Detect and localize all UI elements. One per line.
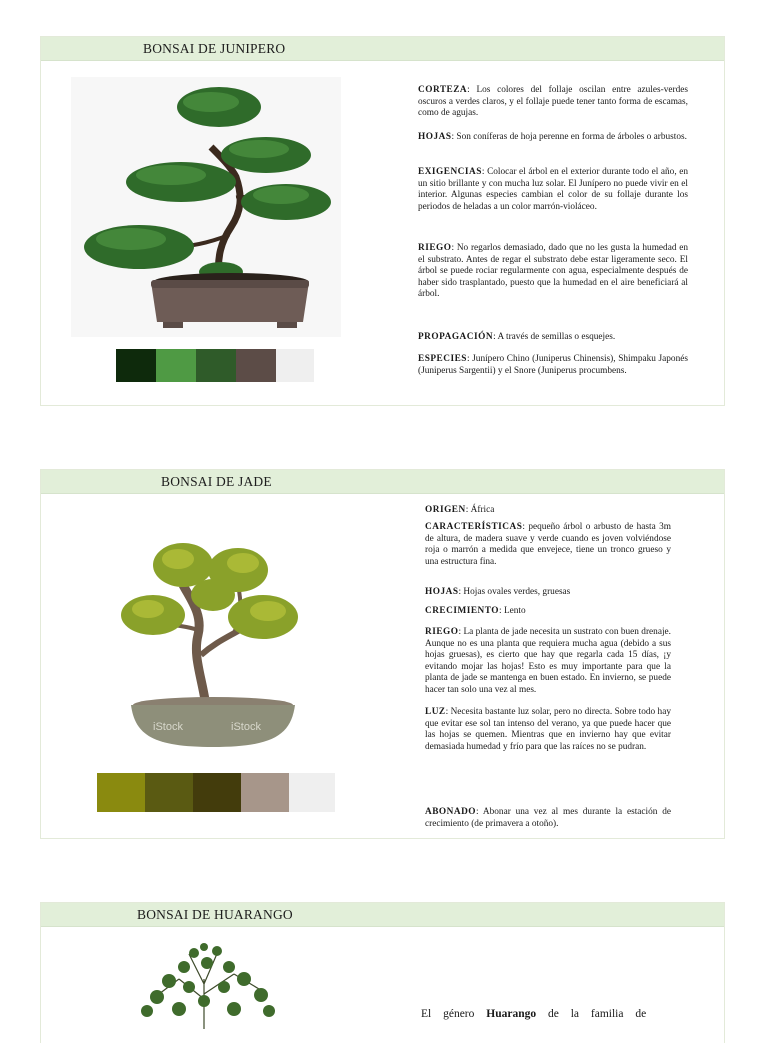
card-header [41,903,724,927]
card-header [41,37,724,61]
card-title: BONSAI DE JADE [161,474,272,489]
palette-swatch [241,773,289,812]
section-hojas: HOJAS: Hojas ovales verdes, gruesas [425,587,571,597]
huarango-bonsai-image [119,939,289,1029]
card-junipero [40,36,725,406]
section-luz: LUZ: Necesita bastante luz solar, pero no directa. Sobre todo hay que evitar ese sol tan intenso del verano, ya que puede hacer que las hojas se quemen. Mientras que en invierno hay que evitar demasiada humedad y frío para que las raíces no se pudran. [425,707,671,752]
section-hojas: HOJAS: Son coníferas de hoja perenne en forma de árboles o arbustos. [418,132,687,142]
card-huarango [40,902,725,1043]
card-title: BONSAI DE JUNIPERO [143,41,286,56]
juniper-bonsai-image [71,77,341,337]
section-especies: ESPECIES: Junípero Chino (Juniperus Chinensis), Shimpaku Japonés (Juniperus Sargentii) y el Snore (Juniperus procumbens. [418,354,688,376]
section-exigencias: EXIGENCIAS: Colocar el árbol en el exterior durante todo el año, en un sitio brillante y con mucha luz solar. El Junípero no puede vivir en el interior. Algunas especies cambian el color de su follaje durante los periodos de heladas a un color marrón-violáceo. [418,167,688,212]
palette-swatch [145,773,193,812]
palette-swatch [196,349,236,382]
color-palette [116,349,314,382]
section-corteza: CORTEZA: Los colores del follaje oscilan entre azules-verdes oscuros a verdes claros, y el follaje puede tener tanto forma de escamas, como de agujas. [418,85,688,119]
section-riego: RIEGO: No regarlos demasiado, dado que no les gusta la humedad en el substrato. Antes de regar el substrato debe estar ligeramente seco. El árbol se puede rociar regularmente con agua, especialmente después de haber sido trasplantado, puesto que la humedad en el aire beneficiará al árbol. [418,243,688,300]
palette-swatch [156,349,196,382]
palette-swatch [116,349,156,382]
card-header [41,470,724,494]
watermark-text: iStock [231,721,261,733]
card-title: BONSAI DE HUARANGO [137,907,293,922]
section-origen: ORIGEN: África [425,505,495,515]
color-palette [97,773,335,812]
watermark-text: iStock [153,721,183,733]
section-propagacion: PROPAGACIÓN: A través de semillas o esquejes. [418,332,616,342]
section-riego: RIEGO: La planta de jade necesita un sustrato con buen drenaje. Aunque no es una planta que requiera mucha agua (debido a sus hojas gruesas), es cierto que hay que regarla cada 15 días, ¡y evitando mojar las hojas! Esto es muy importante para que la planta de jade se mantenga en buen estado. En invierno, se puede hacer tan solo una vez al mes. [425,627,671,695]
section-crecimiento: CRECIMIENTO: Lento [425,606,526,616]
palette-swatch [276,349,314,382]
intro-paragraph: El género Huarango de la familia de [421,1008,647,1020]
palette-swatch [97,773,145,812]
palette-swatch [289,773,335,812]
section-caracteristicas: CARACTERÍSTICAS: pequeño árbol o arbusto de hasta 3m de altura, de madera suave y verde cuando es joven volviéndose roja o marrón a medida que envejece, tiene un tronco grueso y una estructura fina. [425,522,671,567]
palette-swatch [193,773,241,812]
palette-swatch [236,349,276,382]
card-jade [40,469,725,839]
jade-bonsai-image [113,525,313,755]
section-abonado: ABONADO: Abonar una vez al mes durante la estación de crecimiento (de primavera a otoño). [425,807,671,829]
